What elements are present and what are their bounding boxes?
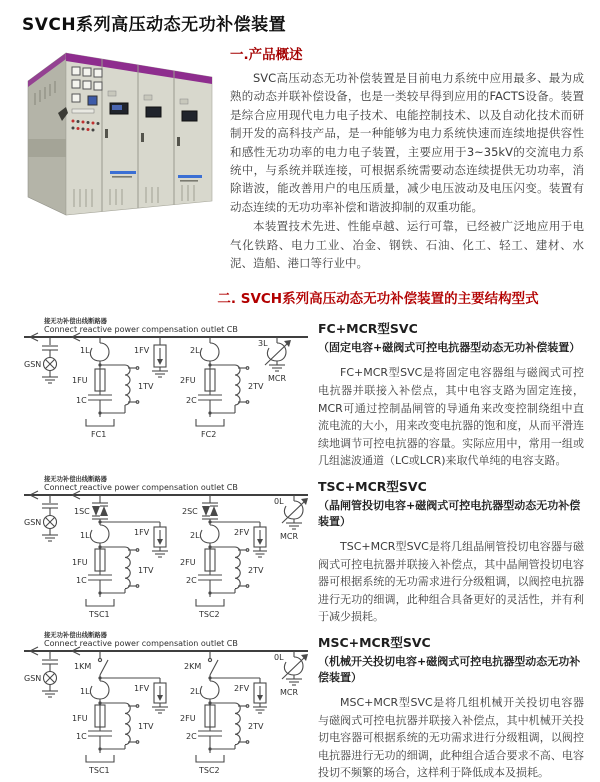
sw2-label: 2SC bbox=[182, 507, 198, 517]
type-description: FC+MCR型SVC是将固定电容器组与磁阀式可控电抗器并联接入补偿点，其中电容支路为固定连接，MCR可通过控制晶闸管的导通角来改变控制绕组中直流电流的大小，用来改变电抗器的饱和度，从而平滑连续地调节可控电抗器的容量。实际应用中，常用一组或几组滤波通道（LC或LCR)来取代单纯的电容支路。 bbox=[318, 366, 584, 468]
c2-label: 2C bbox=[186, 396, 197, 406]
type-block-msc-mcr bbox=[22, 629, 584, 782]
fc2-branch bbox=[180, 337, 264, 439]
type-text-msc-mcr bbox=[314, 629, 584, 782]
circuit-diagram-tsc-mcr bbox=[22, 473, 314, 623]
fv2-label: 2FV bbox=[234, 684, 250, 693]
mcr-branch bbox=[274, 651, 308, 697]
c1-label: 1C bbox=[76, 396, 87, 406]
l2-label: 2L bbox=[190, 687, 200, 696]
diagram1-header-cn: 接无功补偿出线断路器 bbox=[44, 318, 107, 326]
fv1-branch bbox=[134, 337, 168, 377]
fv1-label: 1FV bbox=[134, 528, 150, 538]
diagram2-header-en: Connect reactive power compensation outlet CB bbox=[44, 483, 238, 493]
breaker-switch-icon bbox=[98, 658, 108, 675]
transformer-1tv-icon bbox=[125, 703, 130, 745]
group2-label: FC2 bbox=[201, 430, 217, 440]
fv1-label: 1FV bbox=[134, 346, 150, 356]
gsn-branch bbox=[24, 651, 58, 697]
transformer-1tv-icon bbox=[125, 365, 130, 405]
c2-label: 2C bbox=[186, 732, 197, 741]
msc2-branch bbox=[180, 651, 264, 775]
transformer-2tv-icon bbox=[235, 365, 240, 405]
circuit-diagram-msc-mcr bbox=[22, 629, 314, 779]
fu2-label: 2FU bbox=[180, 558, 196, 568]
gsn-branch bbox=[24, 495, 58, 541]
reactor-1l-icon bbox=[90, 525, 109, 543]
breaker-switch-icon bbox=[208, 658, 218, 675]
types-section-heading: 二. SVCH系列高压动态无功补偿装置的主要结构型式 bbox=[217, 291, 539, 308]
l1-label: 1L bbox=[80, 531, 90, 541]
c2-label: 2C bbox=[186, 576, 197, 586]
fv2-branch bbox=[234, 678, 267, 713]
mcr-label: MCR bbox=[280, 688, 299, 697]
cabinet-side-louver bbox=[28, 139, 66, 157]
tsc1-branch bbox=[72, 495, 160, 619]
group1-label: FC1 bbox=[91, 430, 107, 440]
gsn-branch bbox=[24, 337, 58, 383]
reactor-1l-icon bbox=[90, 343, 109, 361]
l1-label: 1L bbox=[80, 687, 90, 696]
fv2-label: 2FV bbox=[234, 528, 250, 538]
thyristor-pair-icon bbox=[92, 503, 108, 519]
type-description: TSC+MCR型SVC是将几组晶闸管投切电容器与磁阀式可控电抗器并联接入补偿点，其中晶闸管投切电容器可根据系统的无功需求进行分级粗调，以阀控电抗器进行无功的细调，此种组合具备更好的灵活性，并有利于减少损耗。 bbox=[318, 540, 584, 624]
overview-section bbox=[228, 43, 584, 273]
group2-label: TSC2 bbox=[199, 766, 220, 775]
mcr-label: MCR bbox=[280, 532, 299, 542]
l2-label: 2L bbox=[190, 531, 200, 541]
reactor-1l-icon bbox=[90, 681, 109, 699]
type-subtitle: （机械开关投切电容+磁阀式可控电抗器型动态无功补偿装置） bbox=[318, 655, 581, 684]
group1-label: TSC1 bbox=[89, 766, 110, 775]
tv2-label: 2TV bbox=[248, 566, 264, 576]
sw2-label: 2KM bbox=[184, 662, 202, 671]
tsc2-branch bbox=[180, 495, 264, 619]
fv2-branch bbox=[234, 522, 267, 557]
lr-label: 0L bbox=[274, 653, 284, 662]
type-description: MSC+MCR型SVC是将几组机械开关投切电容器与磁阀式可控电抗器并联接入补偿点，其中机械开关投切电容器可根据系统的无功需求进行分级粗调，以阀控电抗器进行无功的细调，此种组合适合要求不高、电容投切不频繁的场合，这样利于降低成本及损耗。 bbox=[318, 696, 584, 780]
gsn-label: GSN bbox=[24, 518, 42, 528]
group-bracket bbox=[196, 599, 224, 606]
controllable-reactor-icon bbox=[267, 343, 286, 361]
diagram2-header-cn: 接无功补偿出线断路器 bbox=[44, 476, 107, 484]
type-name: FC+MCR型SVC bbox=[318, 321, 418, 337]
transformer-1tv-icon bbox=[125, 547, 130, 589]
reactor-2l-icon bbox=[200, 343, 219, 361]
fv1-label: 1FV bbox=[134, 684, 150, 693]
msc1-branch bbox=[72, 651, 160, 775]
type-subtitle: （晶闸管投切电容+磁阀式可控电抗器型动态无功补偿装置） bbox=[318, 499, 581, 529]
overview-paragraph-1: SVC高压动态无功补偿装置是目前电力系统中应用最多、最为成熟的动态并联补偿设备，也是一类较早得到应用的FACTS设备。装置是综合应用现代电力电子技术、电能控制技术、以及自动化技术而研制开发的高科技产品，是一种能够为电力系统快速而连续地提供容性和感性无功功率的电力电子装置，主要应用于3~35kV的交流电力系统中，与系统并联连接，可根据系统需要动态连续提供无功功率，消除谐波，能改善用户的电压质量，减少电压波动及电压闪变。装置有动态连续的无功功率补偿和谐波抑制的双重功能。 bbox=[230, 71, 584, 214]
reactor-2l-icon bbox=[200, 681, 219, 699]
c1-label: 1C bbox=[76, 576, 87, 586]
thyristor-pair-icon bbox=[202, 503, 218, 519]
type-subtitle: （固定电容+磁阀式可控电抗器型动态无功补偿装置） bbox=[318, 341, 581, 355]
type-text-tsc-mcr bbox=[314, 473, 584, 626]
product-photo bbox=[22, 43, 218, 235]
fu1-label: 1FU bbox=[72, 714, 88, 723]
page-title: SVCH系列高压动态无功补偿装置 bbox=[22, 15, 287, 35]
tv1-label: 1TV bbox=[138, 566, 154, 576]
top-section bbox=[22, 43, 584, 273]
group-bracket bbox=[86, 599, 114, 606]
tv2-label: 2TV bbox=[248, 722, 264, 731]
diagram1-header-en: Connect reactive power compensation outlet CB bbox=[44, 325, 238, 335]
diagram3-header-en: Connect reactive power compensation outlet CB bbox=[44, 639, 238, 648]
fu1-label: 1FU bbox=[72, 376, 88, 386]
overview-paragraph-2: 本装置技术先进、性能卓越、运行可靠，已经被广泛地应用于电气化铁路、电力工业、冶金、钢铁、石油、化工、轻工、建材、水泥、造船、港口等行业中。 bbox=[230, 219, 584, 271]
l1-label: 1L bbox=[80, 346, 90, 356]
overview-heading: 一.产品概述 bbox=[230, 47, 303, 63]
sw1-label: 1SC bbox=[74, 507, 90, 517]
lr-label: 0L bbox=[274, 497, 284, 507]
fu1-label: 1FU bbox=[72, 558, 88, 568]
fv1-branch bbox=[134, 678, 168, 713]
cabinet-illustration bbox=[22, 43, 218, 235]
bus-line bbox=[24, 491, 308, 499]
type-name: MSC+MCR型SVC bbox=[318, 635, 431, 650]
type-text-fc-mcr bbox=[314, 315, 584, 470]
sw1-label: 1KM bbox=[74, 662, 92, 671]
group-bracket bbox=[86, 419, 114, 426]
group1-label: TSC1 bbox=[89, 610, 110, 620]
mcr-branch bbox=[258, 337, 291, 383]
type-block-tsc-mcr bbox=[22, 473, 584, 626]
group2-label: TSC2 bbox=[199, 610, 220, 620]
fv1-branch bbox=[134, 522, 168, 557]
lr-label: 3L bbox=[258, 339, 268, 349]
tv2-label: 2TV bbox=[248, 382, 264, 392]
type-block-fc-mcr bbox=[22, 315, 584, 470]
gsn-label: GSN bbox=[24, 360, 42, 370]
group-bracket bbox=[196, 419, 224, 426]
l2-label: 2L bbox=[190, 346, 200, 356]
reactor-2l-icon bbox=[200, 525, 219, 543]
mcr-branch bbox=[274, 495, 308, 541]
controllable-reactor-icon bbox=[284, 501, 303, 519]
bus-line bbox=[24, 647, 308, 655]
tv1-label: 1TV bbox=[138, 382, 154, 392]
diagram3-header-cn: 接无功补偿出线断路器 bbox=[44, 632, 107, 639]
circuit-diagram-fc-mcr bbox=[22, 315, 314, 445]
c1-label: 1C bbox=[76, 732, 87, 741]
type-name: TSC+MCR型SVC bbox=[318, 479, 427, 495]
controllable-reactor-icon bbox=[284, 657, 303, 675]
fu2-label: 2FU bbox=[180, 714, 196, 723]
gsn-label: GSN bbox=[24, 674, 42, 683]
tv1-label: 1TV bbox=[138, 722, 154, 731]
fu2-label: 2FU bbox=[180, 376, 196, 386]
mcr-label: MCR bbox=[268, 374, 287, 384]
transformer-2tv-icon bbox=[235, 703, 240, 745]
transformer-2tv-icon bbox=[235, 547, 240, 589]
